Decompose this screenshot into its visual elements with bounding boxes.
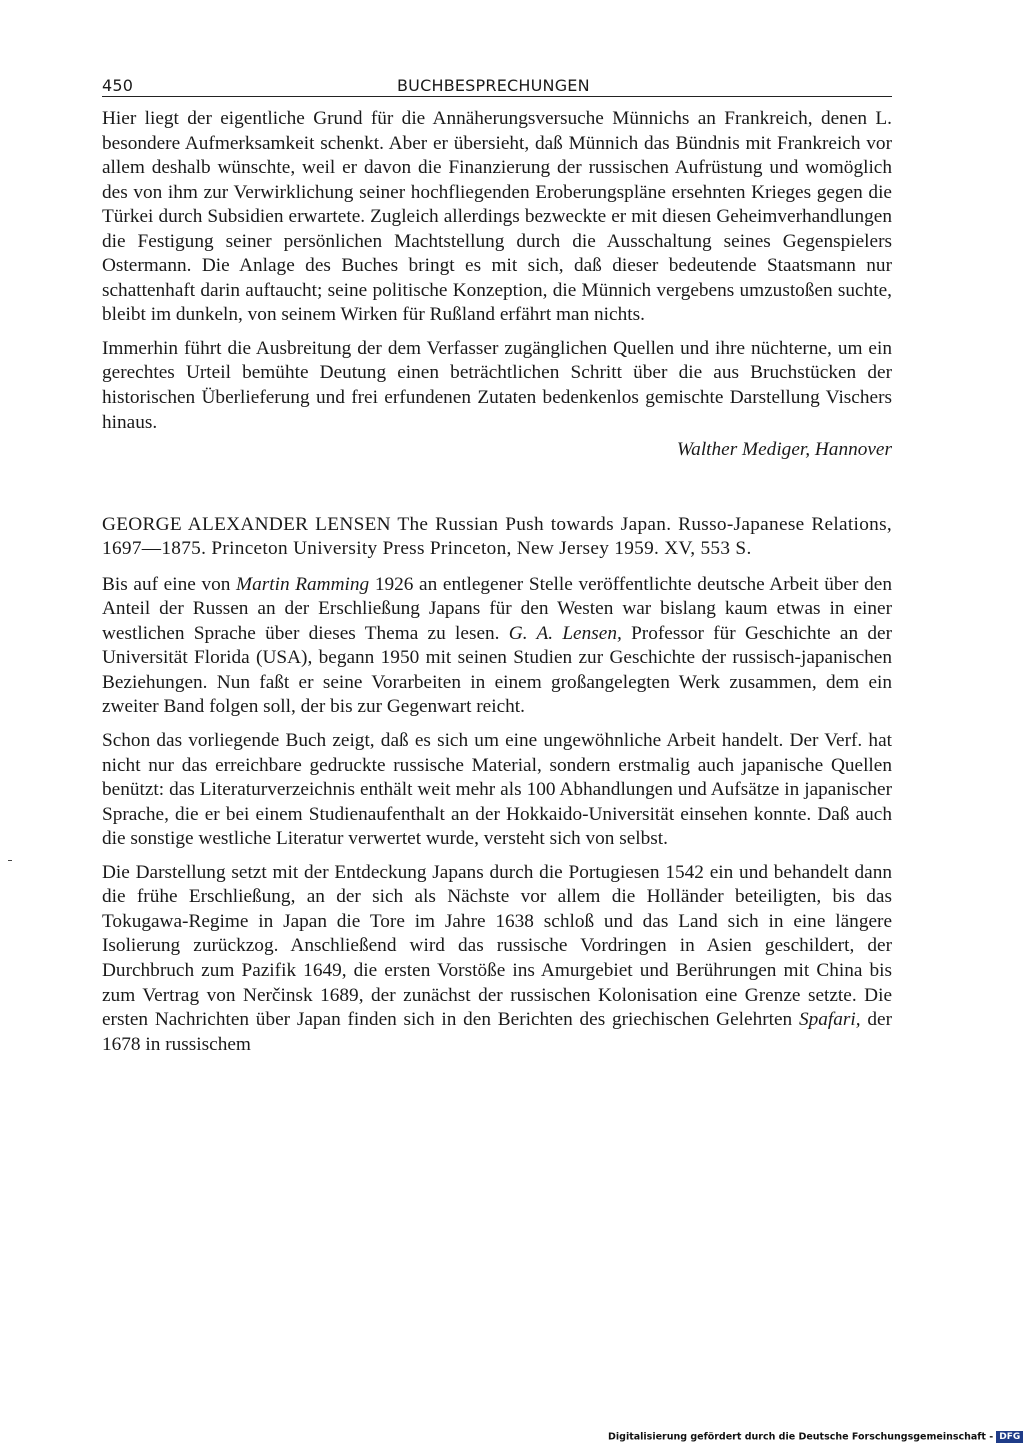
review1-paragraph-2: Immerhin führt die Ausbreitung der dem Verfasser zugänglichen Quellen und ihre nüchterne, um ein gerechtes Urteil bemühte Deutung einen beträchtlichen Schritt über die aus Bruchstücken der historischen Überlieferung und frei erfundenen Zutaten bedenkenlos gemischte Darstellung Vischers hinaus. [102, 337, 892, 433]
review2-bibliographic-heading: GEORGE ALEXANDER LENSEN The Russian Push towards Japan. Russo-Japanese Relations, 1697—1875. Princeton University Press Princeton, New Jersey 1959. XV, 553 S. [102, 513, 892, 560]
footer-text: Digitalisierung gefördert durch die Deutsche Forschungsgemeinschaft - [608, 1431, 994, 1443]
scan-artifact [8, 860, 12, 861]
review2-paragraph-1 [102, 573, 892, 720]
dfg-logo-icon: DFG [996, 1431, 1023, 1443]
running-title: BUCHBESPRECHUNGEN [397, 76, 590, 95]
page [102, 74, 892, 1057]
text-run: der 1678 in russischem [102, 1009, 892, 1055]
body-text [102, 107, 892, 1057]
page-header [102, 74, 892, 97]
person-name-spafari: Spafari, [798, 1009, 861, 1031]
review2-paragraph-2: Schon das vorliegende Buch zeigt, daß es sich um eine ungewöhnliche Arbeit handelt. Der Verf. hat nicht nur das erreichbare gedruckte russische Material, sondern erstmalig auch japanische Quellen benützt: das Literaturverzeichnis enthält weit mehr als 100 Abhandlungen und Aufsätze in japanischer Sprache, die er bei einem Studienaufenthalt an der Hokkaido-Universität einsehen konnte. Daß auch die sonstige westliche Literatur verwertet wurde, versteht sich von selbst. [102, 730, 892, 850]
text-run: 1926 an entlegener Stelle veröffentlichte deutsche Arbeit über den Anteil der Russen an der Erschließung Japans für den Westen war bislang kaum etwas in einer westlichen Sprache über dieses Thema zu lesen. [102, 573, 892, 644]
review1-signature: Walther Mediger, Hannover [676, 439, 892, 461]
page-number: 450 [102, 76, 134, 95]
author-name-ramming: Martin Ramming [236, 573, 370, 595]
text-run: Professor für Geschichte an der Universität Florida (USA), begann 1950 mit seinen Studien zur Geschichte der russisch-japanischen Beziehungen. Nun faßt er seine Vorarbeiten in einem großangelegten Werk zusammen, dem ein zweiter Band folgen soll, der bis zur Gegenwart reicht. [102, 622, 892, 718]
text-run: Die Darstellung setzt mit der Entdeckung Japans durch die Portugiesen 1542 ein und behandelt dann die frühe Erschließung, an der sich als Nächste vor allem die Holländer beteiligten, bis das Tokugawa-Regime in Japan die Tore im Jahre 1638 schloß und das Land sich in eine längere Isolierung zurückzog. Anschließend wird das russische Vordringen in Asien geschildert, der Durchbruch zum Pazifik 1649, die ersten Vorstöße ins Amurgebiet und Berührungen mit China bis zum Vertrag von Nerčinsk 1689, der zunächst der russischen Kolonisation eine Grenze setzte. Die ersten Nachrichten über Japan finden sich in den Berichten des griechischen Gelehrten [102, 861, 892, 1031]
text-run: Bis auf eine von [102, 573, 237, 595]
review1-paragraph-1: Hier liegt der eigentliche Grund für die Annäherungsversuche Münnichs an Frankreich, denen L. besondere Aufmerksamkeit schenkt. Aber er übersieht, daß Münnich das Bündnis mit Frankreich vor allem deshalb wünschte, weil er davon die Finanzierung der russischen Aufrüstung und womöglich des von ihm zur Verwirklichung seiner hochfliegenden Eroberungspläne ersehnten Krieges gegen die Türkei durch Subsidien erwartete. Zugleich allerdings bezweckte er mit diesen Geheimverhandlungen die Festigung seiner persönlichen Machtstellung durch die Ausschaltung seines Gegenspielers Ostermann. Die Anlage des Buches bringt es mit sich, daß dieser bedeutende Staatsmann nur schattenhaft darin auftaucht; seine politische Konzeption, die Münnich vergebens umzustoßen suchte, bleibt im dunkeln, von seinem Wirken für Rußland erfährt man nichts. [102, 108, 892, 326]
author-name-lensen: G. A. Lensen, [508, 622, 622, 644]
digitization-footer [608, 1431, 1023, 1443]
review2-paragraph-3 [102, 861, 892, 1057]
